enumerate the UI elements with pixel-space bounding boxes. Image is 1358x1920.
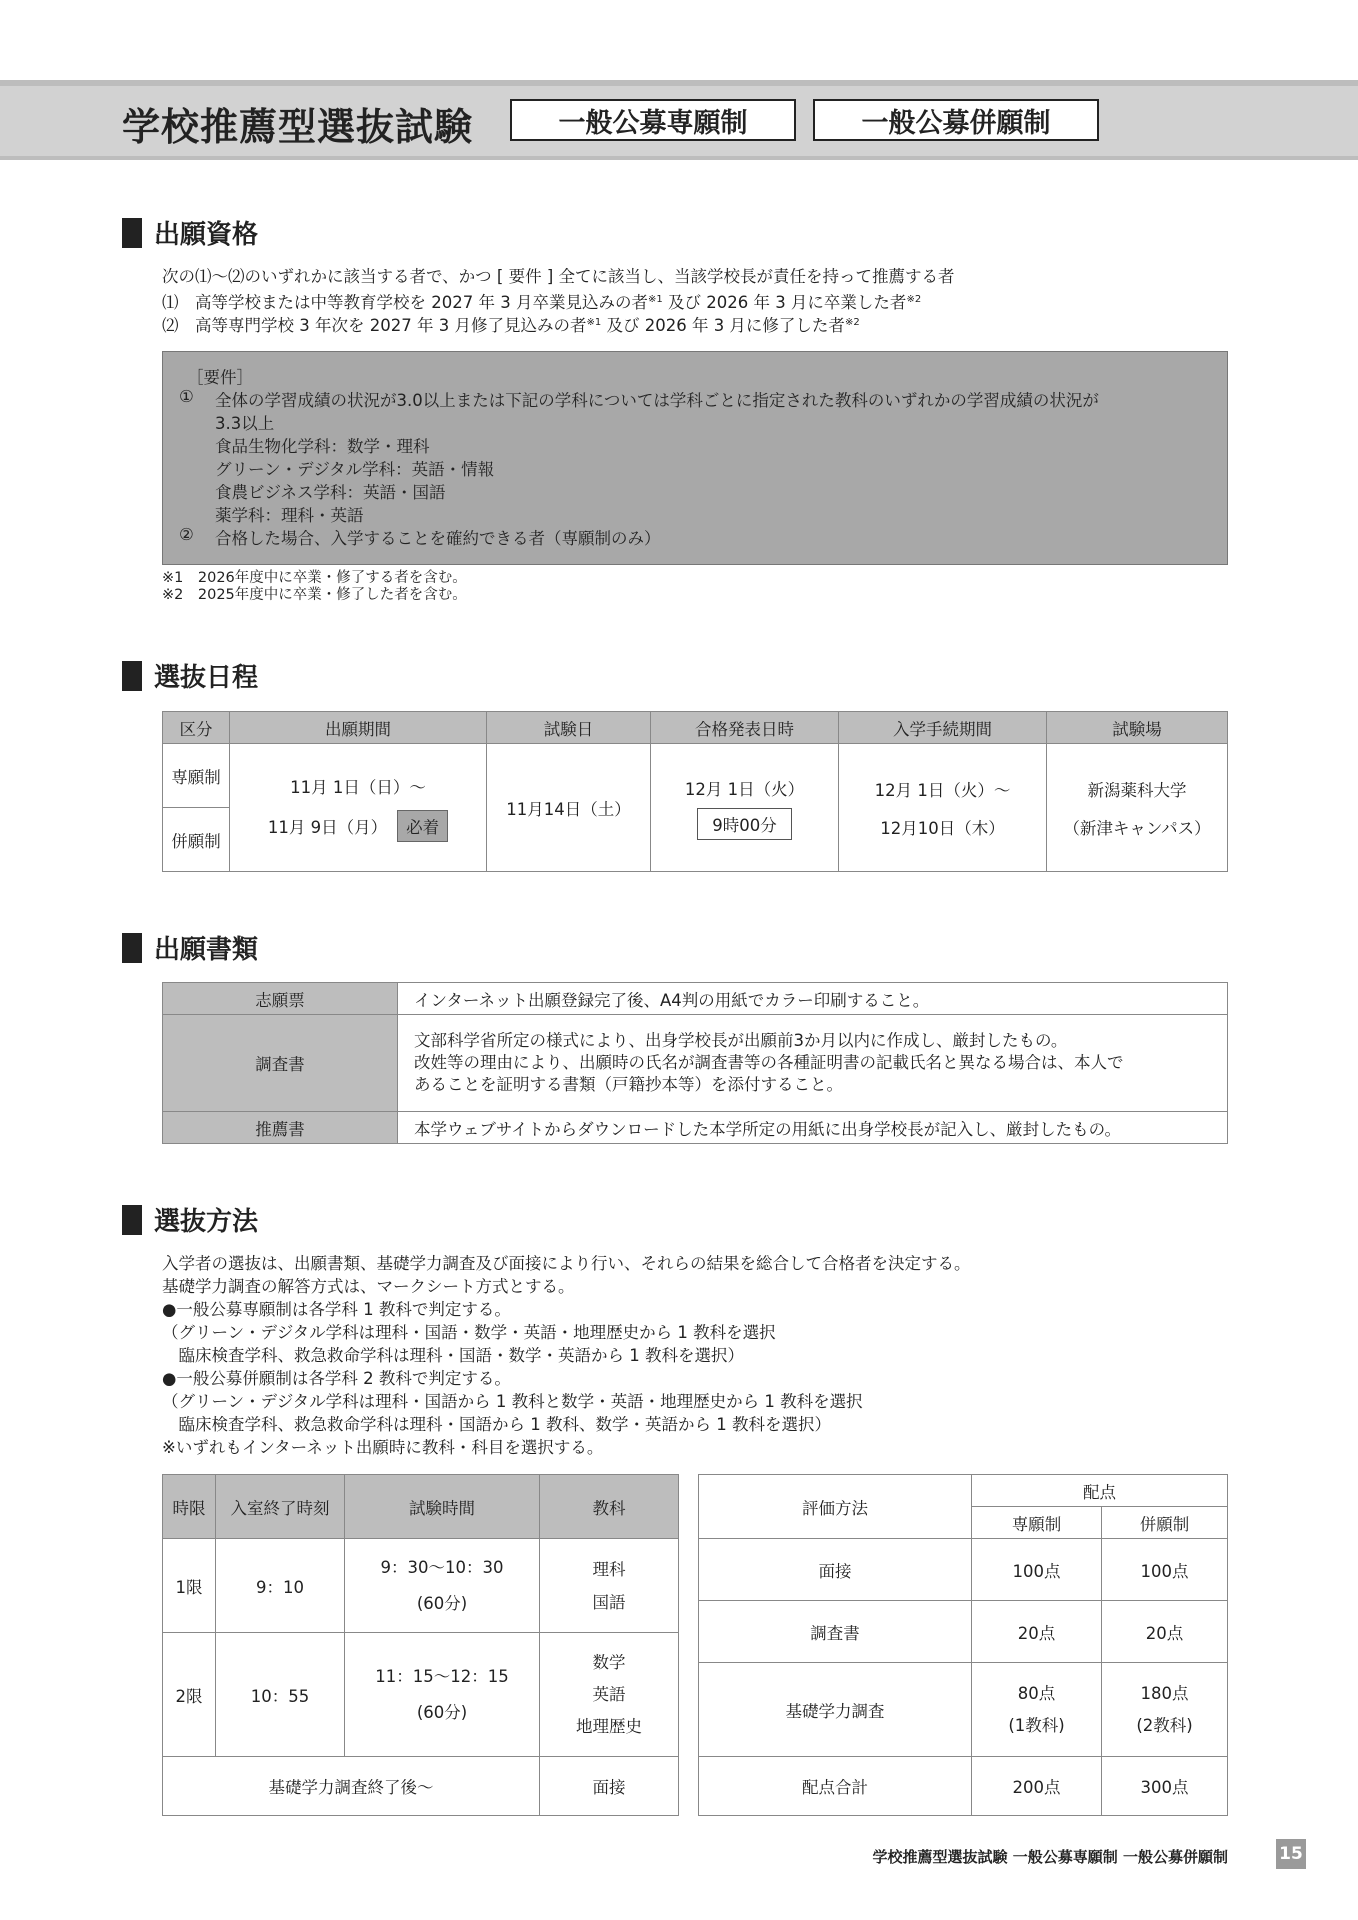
period-2: 2限 <box>163 1633 216 1757</box>
score-total-label: 配点合計 <box>699 1757 972 1816</box>
doc-name: 志願票 <box>163 983 398 1015</box>
subject: 数学 <box>592 1652 626 1672</box>
heading-text: 出願書類 <box>154 935 259 965</box>
arrival-badge: 必着 <box>397 810 448 842</box>
th: 区分 <box>163 712 230 744</box>
procedure-period <box>839 744 1047 872</box>
page-title: 学校推薦型選抜試験 <box>122 105 474 149</box>
header-tag-senkan: 一般公募専願制 <box>510 99 796 141</box>
venue-campus: （新津キャンパス） <box>1063 818 1211 838</box>
doc-desc <box>398 1015 1228 1112</box>
th: 入室終了時刻 <box>216 1475 345 1539</box>
subject: 国語 <box>592 1592 626 1612</box>
result-date: 12月 1日（火） <box>684 779 805 799</box>
section-heading-schedule <box>122 657 258 694</box>
apply-end: 11月 9日（月） <box>267 817 388 837</box>
th-method: 評価方法 <box>699 1475 972 1539</box>
method-line: 臨床検査学科、救急救命学科は理科・国語・数学・英語から 1 教科を選択） <box>162 1346 744 1365</box>
method-line: 入学者の選抜は、出願書類、基礎学力調査及び面接により行い、それらの結果を総合して合格者を決定する。 <box>162 1254 971 1273</box>
doc-desc: インターネット出願登録完了後、A4判の用紙でカラー印刷すること。 <box>398 983 1228 1015</box>
score-senkan <box>972 1663 1102 1757</box>
th-score: 配点 <box>972 1475 1228 1507</box>
req-2-text: 合格した場合、入学することを確約できる者（専願制のみ） <box>215 529 661 548</box>
method-line: 基礎学力調査の解答方式は、マークシート方式とする。 <box>162 1277 575 1296</box>
req-1-dept: 薬学科：理科・英語 <box>215 506 364 525</box>
footnote-1: ※1 2026年度中に卒業・修了する者を含む。 <box>162 570 467 586</box>
subject: 英語 <box>592 1684 626 1704</box>
heading-text: 選抜方法 <box>154 1207 259 1237</box>
heading-bar <box>122 933 142 963</box>
interview-subject: 面接 <box>540 1757 679 1816</box>
apply-end-line <box>230 810 486 842</box>
score-senkan: 100点 <box>972 1539 1102 1601</box>
th-heigan: 併願制 <box>1102 1507 1228 1539</box>
doc-desc: 本学ウェブサイトからダウンロードした本学所定の用紙に出身学校長が記入し、厳封したもの。 <box>398 1112 1228 1144</box>
req-1-dept: 食品生物化学科：数学・理科 <box>215 437 430 456</box>
entry-time-1: 9：10 <box>216 1539 345 1633</box>
score-heigan: 20点 <box>1102 1601 1228 1663</box>
result-time-box: 9時00分 <box>697 808 792 840</box>
footnote-2: ※2 2025年度中に卒業・修了した者を含む。 <box>162 587 467 603</box>
duration: (60分) <box>416 1593 468 1613</box>
doc-desc-line: 文部科学省所定の様式により、出身学校長が出願前3か月以内に作成し、厳封したもの。 <box>414 1031 1068 1050</box>
req-1-text: 全体の学習成績の状況が3.0以上または下記の学科については学科ごとに指定された教科のいずれかの学習成績の状況が <box>215 391 1099 410</box>
header-tag-heigan: 一般公募併願制 <box>813 99 1099 141</box>
page-number: 15 <box>1276 1839 1306 1869</box>
heading-text: 選抜日程 <box>154 663 259 693</box>
score-heigan <box>1102 1663 1228 1757</box>
duration: (60分) <box>416 1702 468 1722</box>
doc-desc-line: 改姓等の理由により、出願時の氏名が調査書等の各種証明書の記載氏名と異なる場合は、本人で <box>414 1053 1124 1072</box>
heading-text: 出願資格 <box>154 220 259 250</box>
th: 時限 <box>163 1475 216 1539</box>
result-datetime <box>651 744 839 872</box>
req-title: ［要件］ <box>187 368 253 387</box>
score-senkan: 20点 <box>972 1601 1102 1663</box>
eligibility-item-1: ⑴ 高等学校または中等教育学校を 2027 年 3 月卒業見込みの者$^{※1}$ 及び 2026 年 3 月に卒業した者$^{※2}$ <box>162 293 922 312</box>
requirements-box <box>162 351 1228 565</box>
score-value: 80点 <box>1017 1683 1056 1703</box>
venue-name: 新潟薬科大学 <box>1087 780 1187 800</box>
method-line: ●一般公募専願制は各学科 1 教科で判定する。 <box>162 1300 511 1319</box>
entry-time-2: 10：55 <box>216 1633 345 1757</box>
time-range: 9：30〜10：30 <box>380 1557 504 1577</box>
running-footer: 学校推薦型選抜試験 一般公募専願制 一般公募併願制 <box>872 1848 1228 1866</box>
subject: 地理歴史 <box>576 1716 642 1736</box>
req-1-number: ① <box>179 387 194 406</box>
th-senkan: 専願制 <box>972 1507 1102 1539</box>
procedure-start: 12月 1日（火）〜 <box>874 780 1011 800</box>
th: 合格発表日時 <box>651 712 839 744</box>
th: 試験時間 <box>345 1475 540 1539</box>
exam-time-1 <box>345 1539 540 1633</box>
doc-name: 調査書 <box>163 1015 398 1112</box>
score-value: 180点 <box>1140 1683 1189 1703</box>
apply-start: 11月 1日（日）〜 <box>290 777 426 797</box>
score-item: 面接 <box>699 1539 972 1601</box>
schedule-table <box>162 711 1228 872</box>
heading-bar <box>122 1205 142 1235</box>
subject: 理科 <box>592 1559 626 1579</box>
apply-period <box>230 744 487 872</box>
interview-timing: 基礎学力調査終了後〜 <box>163 1757 540 1816</box>
score-item: 基礎学力調査 <box>699 1663 972 1757</box>
subjects-2 <box>540 1633 679 1757</box>
req-1-dept: 食農ビジネス学科：英語・国語 <box>215 483 446 502</box>
method-line: ●一般公募併願制は各学科 2 教科で判定する。 <box>162 1369 511 1388</box>
time-range: 11：15〜12：15 <box>375 1666 509 1686</box>
method-line: （グリーン・デジタル学科は理科・国語・数学・英語・地理歴史から 1 教科を選択 <box>162 1323 776 1342</box>
th: 試験日 <box>487 712 651 744</box>
th: 入学手続期間 <box>839 712 1047 744</box>
section-heading-method <box>122 1201 258 1238</box>
score-heigan: 100点 <box>1102 1539 1228 1601</box>
subjects-1 <box>540 1539 679 1633</box>
score-note: (2教科) <box>1136 1715 1193 1735</box>
period-1: 1限 <box>163 1539 216 1633</box>
procedure-end: 12月10日（木） <box>880 818 1005 838</box>
score-note: (1教科) <box>1008 1715 1065 1735</box>
score-item: 調査書 <box>699 1601 972 1663</box>
row-label-senkan: 専願制 <box>163 744 230 808</box>
section-heading-eligibility <box>122 214 258 251</box>
eligibility-intro: 次の⑴〜⑵のいずれかに該当する者で、かつ [ 要件 ] 全てに該当し、当該学校長が責任を持って推薦する者 <box>162 267 955 286</box>
req-2-number: ② <box>179 525 194 544</box>
method-line: 臨床検査学科、救急救命学科は理科・国語から 1 教科、数学・英語から 1 教科を選択） <box>162 1415 831 1434</box>
heading-bar <box>122 661 142 691</box>
venue <box>1047 744 1228 872</box>
exam-timetable <box>162 1474 679 1816</box>
row-label-heigan: 併願制 <box>163 808 230 872</box>
th: 出願期間 <box>230 712 487 744</box>
req-1-threshold: 3.3以上 <box>215 414 275 433</box>
documents-table <box>162 982 1228 1144</box>
method-line: （グリーン・デジタル学科は理科・国語から 1 教科と数学・英語・地理歴史から 1 教科を選択 <box>162 1392 863 1411</box>
section-heading-documents <box>122 929 258 966</box>
exam-date: 11月14日（土） <box>487 744 651 872</box>
th: 教科 <box>540 1475 679 1539</box>
doc-name: 推薦書 <box>163 1112 398 1144</box>
th: 試験場 <box>1047 712 1228 744</box>
score-total-senkan: 200点 <box>972 1757 1102 1816</box>
req-1-dept: グリーン・デジタル学科：英語・情報 <box>215 460 495 479</box>
heading-bar <box>122 218 142 248</box>
exam-time-2 <box>345 1633 540 1757</box>
method-line: ※いずれもインターネット出願時に教科・科目を選択する。 <box>162 1438 604 1457</box>
doc-desc-line: あることを証明する書類（戸籍抄本等）を添付すること。 <box>414 1075 843 1094</box>
score-total-heigan: 300点 <box>1102 1757 1228 1816</box>
eligibility-item-2: ⑵ 高等専門学校 3 年次を 2027 年 3 月修了見込みの者$^{※1}$ 及び 2026 年 3 月に修了した者$^{※2}$ <box>162 316 860 335</box>
score-table <box>698 1474 1228 1816</box>
